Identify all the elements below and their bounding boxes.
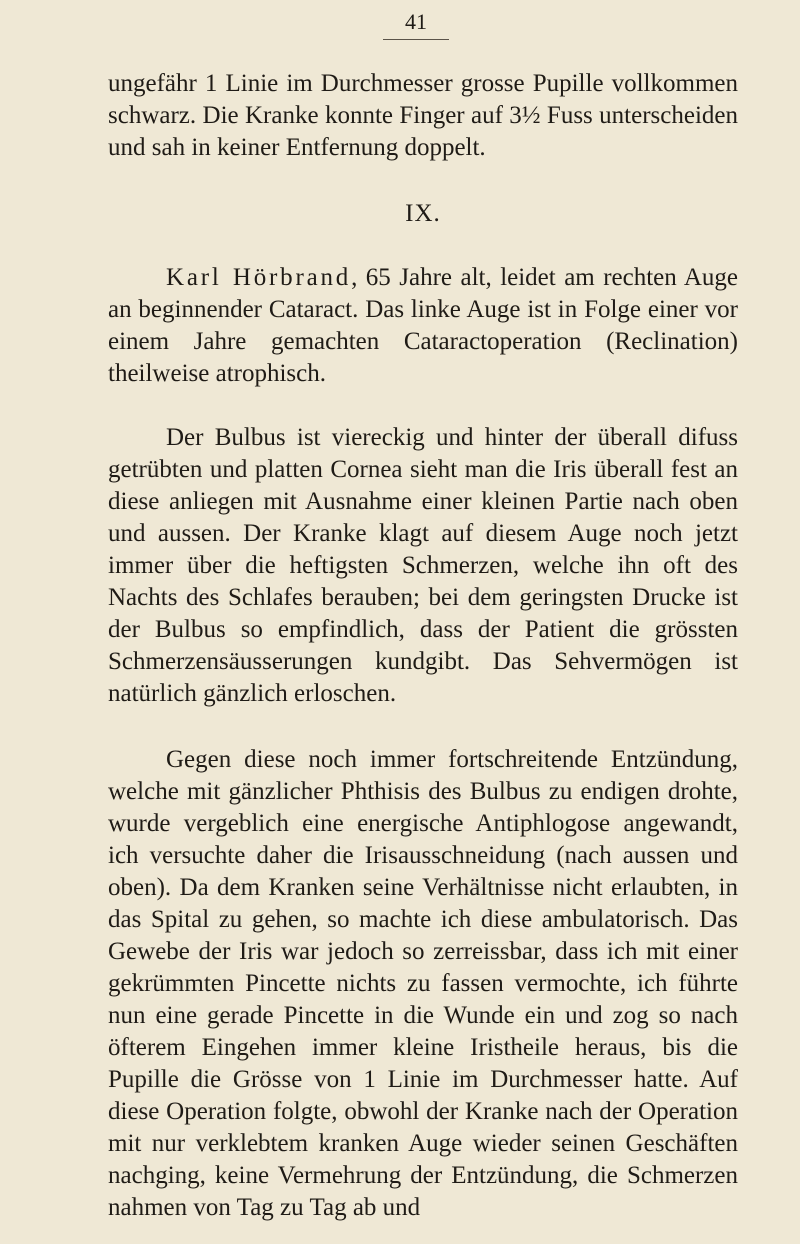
section-heading-ix: IX. <box>405 200 441 227</box>
paragraph-continuation: ungefähr 1 Linie im Durchmesser grosse Pupille vollkommen schwarz. Die Kranke konnte Finger auf 3½ Fuss unterscheiden und sah in keiner Entfernung doppelt. <box>108 70 738 161</box>
paragraph-bulbus-description: Der Bulbus ist viereckig und hinter der überall difuss getrübten und platten Cornea sieht man die Iris überall fest an diese anliegen mit Ausnahme einer kleinen Partie nach oben und aussen. Der Kranke klagt auf diesem Auge noch jetzt immer über die heftigsten Schmerzen, welche ihn oft des Nachts des Schlafes berauben; bei dem geringsten Drucke ist der Bulbus so empfindlich, dass der Patient die grössten Schmerzensäusserungen kundgibt. Das Sehvermögen ist natürlich gänzlich erloschen. <box>108 424 738 707</box>
page-number <box>108 8 738 40</box>
page-number-text: 41 <box>383 8 449 40</box>
patient-intro-text: , 65 Jahre alt, leidet am rechten Auge an beginnender Cataract. Das linke Auge ist in Folge einer vor einem Jahre gemachten Cataractoperation (Reclination) theilweise atrophisch. <box>108 264 738 387</box>
paragraph-treatment: Gegen diese noch immer fortschreitende Entzündung, welche mit gänzlicher Phthisis des Bulbus zu endigen drohte, wurde vergeblich eine energische Antiphlogose angewandt, ich versuchte daher die Irisausschneidung (nach aussen und oben). Da dem Kranken seine Verhältnisse nicht erlaubten, in das Spital zu gehen, so machte ich diese ambulatorisch. Das Gewebe der Iris war jedoch so zerreissbar, dass ich mit einer gekrümmten Pincette nichts zu fassen vermochte, ich führte nun eine gerade Pincette in die Wunde ein und zog so nach öfterem Eingehen immer kleine Iristheile heraus, bis die Pupille die Grösse von 1 Linie im Durchmesser hatte. Auf diese Operation folgte, obwohl der Kranke nach der Operation mit nur verklebtem kranken Auge wieder seinen Geschäften nachging, keine Vermehrung der Entzündung, die Schmerzen nahmen von Tag zu Tag ab und <box>108 746 738 1221</box>
patient-name: Karl Hörbrand <box>166 264 352 291</box>
paragraph-patient-intro <box>108 262 738 390</box>
